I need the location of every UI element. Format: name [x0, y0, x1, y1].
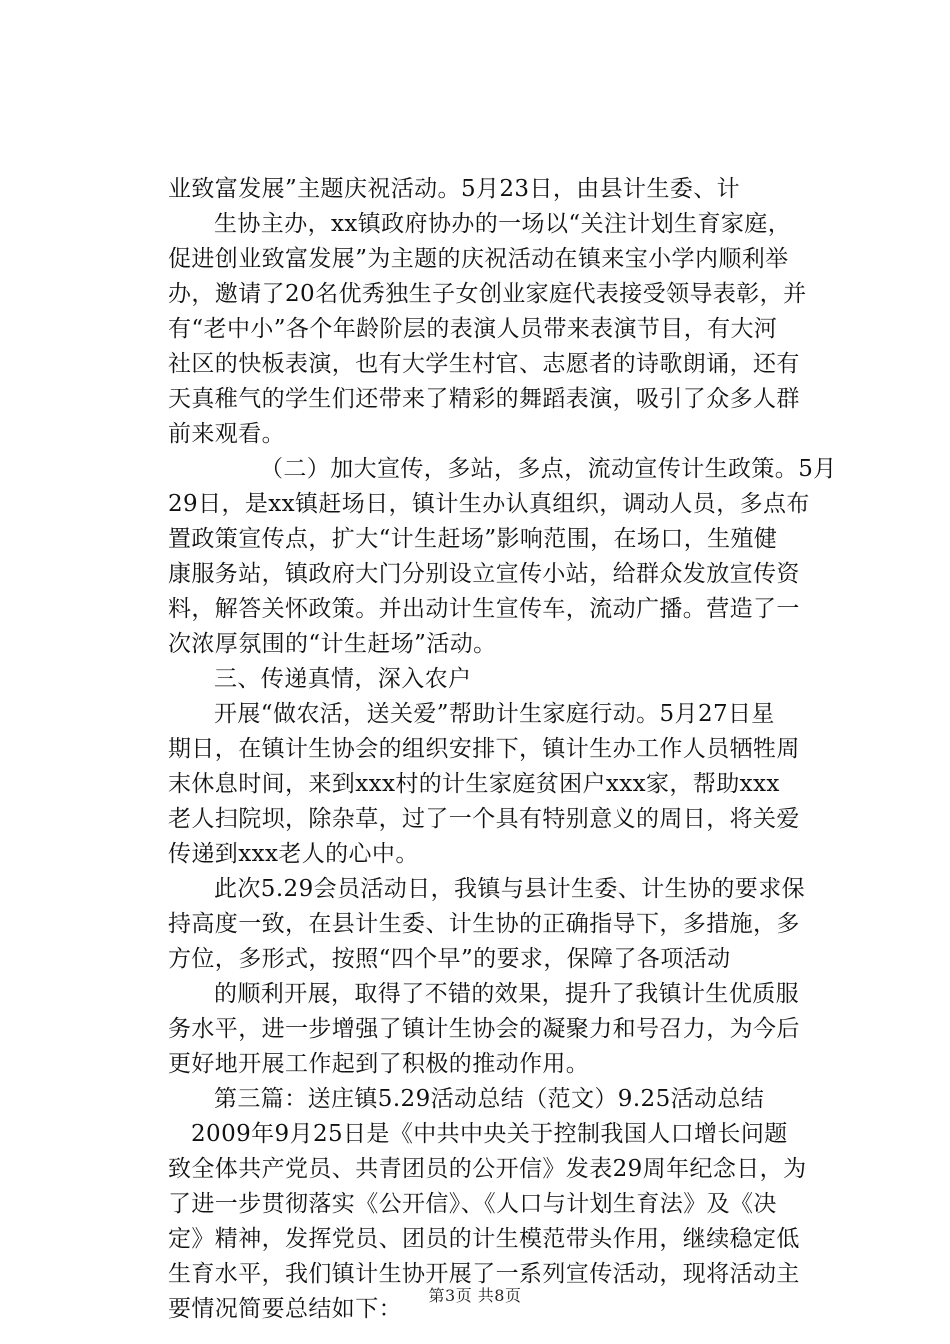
text-line: 的顺利开展，取得了不错的效果，提升了我镇计生优质服: [214, 981, 799, 1007]
text-line: 天真稚气的学生们还带来了精彩的舞蹈表演，吸引了众多人群: [168, 386, 800, 412]
text-line: 29日，是xx镇赶场日，镇计生办认真组织，调动人员，多点布: [168, 491, 810, 517]
text-line: 老人扫院坝，除杂草，过了一个具有特别意义的周日，将关爱: [168, 806, 800, 832]
text-line: 2009年9月25日是《中共中央关于控制我国人口增长问题: [191, 1121, 788, 1147]
text-line: 末休息时间，来到xxx村的计生家庭贫困户xxx家，帮助xxx: [168, 771, 780, 797]
text-line: 有“老中小”各个年龄阶层的表演人员带来表演节目，有大河: [168, 316, 778, 342]
text-line: 置政策宣传点，扩大“计生赶场”影响范围，在场口，生殖健: [168, 526, 778, 552]
page-footer: 第3页 共8页: [428, 1286, 522, 1305]
text-line: 要情况简要总结如下：: [168, 1296, 402, 1322]
text-line: 期日，在镇计生协会的组织安排下，镇计生办工作人员牺牲周: [168, 736, 800, 762]
text-line: 前来观看。: [168, 421, 285, 447]
text-line: 生协主办，xx镇政府协办的一场以“关注计划生育家庭，: [214, 211, 792, 237]
text-line: 康服务站，镇政府大门分别设立宣传小站，给群众发放宣传资: [168, 561, 800, 587]
text-line: 次浓厚氛围的“计生赶场”活动。: [168, 631, 497, 657]
text-line: 传递到xxx老人的心中。: [168, 841, 419, 867]
text-line: 三、传递真情，深入农户: [214, 666, 472, 692]
text-line: 致全体共产党员、共青团员的公开信》发表29周年纪念日，为: [168, 1156, 807, 1182]
text-line: （二）加大宣传，多站，多点，流动宣传计生政策。5月: [260, 456, 837, 482]
text-line: 办，邀请了20名优秀独生子女创业家庭代表接受领导表彰，并: [168, 281, 807, 307]
text-line: 料，解答关怀政策。并出动计生宣传车，流动广播。营造了一: [168, 596, 800, 622]
text-line: 了进一步贯彻落实《公开信》、《人口与计划生育法》及《决: [168, 1191, 777, 1217]
text-line: 方位，多形式，按照“四个早”的要求，保障了各项活动: [168, 946, 731, 972]
text-line: 社区的快板表演，也有大学生村官、志愿者的诗歌朗诵，还有: [168, 351, 800, 377]
text-line: 此次5.29会员活动日，我镇与县计生委、计生协的要求保: [214, 876, 806, 902]
text-line: 生育水平，我们镇计生协开展了一系列宣传活动，现将活动主: [168, 1261, 800, 1287]
text-line: 促进创业致富发展”为主题的庆祝活动在镇来宝小学内顺利举: [168, 246, 789, 272]
document-body: [168, 172, 837, 1327]
text-line: 定》精神，发挥党员、团员的计生模范带头作用，继续稳定低: [168, 1226, 800, 1252]
text-line: 更好地开展工作起到了积极的推动作用。: [168, 1051, 590, 1077]
text-line: 开展“做农活，送关爱”帮助计生家庭行动。5月27日星: [214, 701, 775, 727]
text-line: 第三篇：送庄镇5.29活动总结（范文）9.25活动总结: [214, 1086, 765, 1112]
text-line: 务水平，进一步增强了镇计生协会的凝聚力和号召力，为今后: [168, 1016, 800, 1042]
text-line: 持高度一致，在县计生委、计生协的正确指导下，多措施，多: [168, 911, 800, 937]
text-line: 业致富发展”主题庆祝活动。5月23日，由县计生委、计: [168, 176, 741, 202]
